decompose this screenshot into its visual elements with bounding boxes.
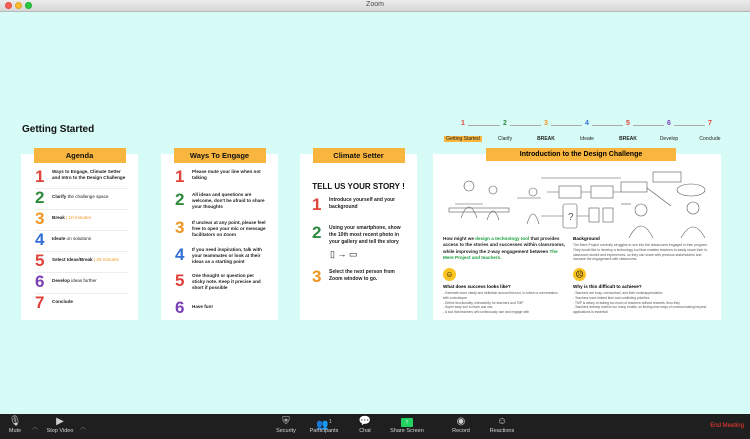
design-challenge-panel <box>433 151 721 320</box>
success-item: - Generate more clarity and definition around this tool, to inform a conversation with a developer <box>443 291 558 300</box>
item-text: If unclear at any point, please feel free to open your mic or message facilitators on Zoom <box>192 220 266 238</box>
item-detail: ideas further <box>69 278 97 283</box>
item-text: Develop <box>52 278 70 283</box>
item-number: 2 <box>175 190 185 209</box>
item-number: 4 <box>35 230 45 249</box>
item-number: 3 <box>312 267 322 286</box>
item-number: 4 <box>175 245 185 264</box>
engage-item <box>175 219 268 246</box>
item-text: Ways to Engage, Climate Setter and Intro to the Design Challenge <box>52 169 126 181</box>
climate-heading: TELL US YOUR STORY ! <box>312 182 405 191</box>
step-2 <box>483 120 527 145</box>
share-screen-button[interactable] <box>386 416 428 434</box>
video-options-chevron-icon[interactable]: ︿ <box>80 425 87 431</box>
step-6 <box>647 120 691 145</box>
step-progress <box>441 120 729 142</box>
step-number: 5 <box>623 120 633 127</box>
climate-setter-header: Climate Setter <box>313 148 405 163</box>
climate-item <box>312 268 407 292</box>
record-icon: ◉ <box>456 416 466 427</box>
agenda-item <box>35 210 128 231</box>
how-might-we-question <box>443 236 569 262</box>
step-label: Conclude <box>699 136 721 142</box>
video-camera-icon: ▶ <box>56 416 64 427</box>
agenda-item <box>35 294 128 315</box>
worried-emoji-icon: ☹ <box>573 268 586 281</box>
background-title: Background <box>573 236 600 241</box>
item-text: Select the next person from Zoom window to go. <box>329 269 395 282</box>
mute-label: Mute <box>8 428 22 434</box>
item-detail: the challenge space <box>66 194 109 199</box>
engage-item <box>175 246 268 272</box>
step-3 <box>524 120 568 145</box>
item-number: 1 <box>35 167 45 186</box>
item-number: 7 <box>35 293 45 312</box>
participants-icon: 👥$^1$ <box>316 419 332 431</box>
difficult-item: - TMP is weary of asking too much of teachers without rewards, thus they <box>573 300 680 305</box>
climate-setter-card <box>300 151 417 320</box>
step-number: 2 <box>500 120 510 127</box>
share-screen-icon: ↑ <box>386 416 428 428</box>
record-button[interactable] <box>448 416 474 434</box>
agenda-item <box>35 189 128 210</box>
item-text: Break <box>52 215 65 220</box>
item-text: If you need inspiration, talk with your teammates or look at their ideas as a starting point <box>192 247 262 265</box>
item-detail: | 20 minutes <box>92 257 119 262</box>
participants-label: Participants <box>309 428 339 434</box>
climate-list <box>312 196 407 292</box>
success-list <box>443 291 563 315</box>
item-number: 1 <box>175 167 185 186</box>
agenda-item <box>35 231 128 252</box>
success-item: - Super easy tool to learn and use <box>443 305 493 310</box>
agenda-item <box>35 168 128 189</box>
stop-video-label: Stop Video <box>46 428 74 434</box>
reactions-label: Reactions <box>489 428 515 434</box>
step-label: Ideate <box>580 136 594 142</box>
step-number: 6 <box>664 120 674 127</box>
reactions-icon: ☺ <box>496 416 508 427</box>
step-number: 4 <box>582 120 592 127</box>
ways-to-engage-card <box>161 151 278 320</box>
difficult-list <box>573 291 711 315</box>
engage-item <box>175 272 268 299</box>
shared-screen <box>0 12 750 414</box>
difficult-item: - Teachers are busy, overworked, and their underappreciation <box>573 291 663 295</box>
step-label: Clarify <box>497 136 513 142</box>
microphone-icon: 🎙 <box>8 416 22 427</box>
chat-label: Chat <box>359 428 371 434</box>
item-number: 5 <box>35 251 45 270</box>
item-text: Clarify <box>52 194 67 199</box>
agenda-header: Agenda <box>34 148 126 163</box>
item-text: One thought or question per sticky note. Keep it precise and short if possible <box>192 273 261 291</box>
shield-icon: ⛨ <box>282 416 290 427</box>
reactions-button[interactable] <box>486 416 518 434</box>
security-button[interactable] <box>272 416 300 434</box>
difficult-title: Why is this difficult to achieve? <box>573 284 642 289</box>
phone-to-photo-icon: ▯ → ▭ <box>330 249 358 259</box>
agenda-item <box>35 252 128 273</box>
chat-button[interactable] <box>354 416 376 434</box>
step-5 <box>606 120 650 145</box>
step-4 <box>565 120 609 145</box>
participants-count: 1 <box>328 419 332 425</box>
record-label: Record <box>452 428 470 434</box>
item-text: Introduce yourself and your background <box>329 197 396 210</box>
item-text: Select Ideas/Break <box>52 257 93 262</box>
step-label: BREAK <box>619 136 637 142</box>
item-number: 3 <box>35 209 45 228</box>
svg-text:?: ? <box>568 212 574 223</box>
difficult-item: - Teachers already receive too many emails, so finding new ways of communicating beyond applications is essential <box>573 305 707 315</box>
meeting-toolbar <box>0 414 750 439</box>
participants-button[interactable] <box>306 416 342 434</box>
design-challenge-header: Introduction to the Design Challenge <box>486 148 676 161</box>
question-middle: that provides access to the stories and successes within classrooms, while improving the 2-way engagement between <box>443 236 566 254</box>
step-7 <box>688 120 732 145</box>
background-text: The Mere Project currently struggles to see into the classrooms engaged in their program. They would like to develop a technology tool that enables teachers to easily share their in-classroom stories and experiences, so they can share with previous stakeholders and increase the engagement with classrooms. <box>573 243 708 262</box>
item-text: Conclude <box>52 299 73 304</box>
step-number: 1 <box>458 120 468 127</box>
item-text: Have fun! <box>192 304 213 309</box>
step-1 <box>441 120 485 145</box>
ways-to-engage-header: Ways To Engage <box>174 148 266 163</box>
question-highlight: design a technology tool <box>475 236 530 241</box>
success-item: - A tool that teachers will continuously use and engage with <box>443 310 530 315</box>
climate-item <box>312 196 407 224</box>
item-number: 1 <box>312 195 322 214</box>
item-text: Ideate <box>52 236 66 241</box>
item-number: 2 <box>35 188 45 207</box>
engage-item <box>175 299 268 319</box>
step-label: Develop <box>659 136 679 142</box>
success-item: - Define functionality, interactivity for teachers and TMP <box>443 300 524 305</box>
item-number: 6 <box>175 298 185 317</box>
step-number: 3 <box>541 120 551 127</box>
audio-options-chevron-icon[interactable]: ︿ <box>32 425 39 431</box>
item-text: Please mute your line when not talking <box>192 169 261 181</box>
item-detail: on solutions <box>65 236 92 241</box>
agenda-card <box>21 151 138 320</box>
storyboard-sketch <box>441 168 713 244</box>
climate-item <box>312 224 407 247</box>
smile-emoji-icon: ☺ <box>443 268 456 281</box>
item-number: 6 <box>35 272 45 291</box>
window-titlebar <box>0 0 750 12</box>
question-start: How might we <box>443 236 476 241</box>
stop-video-button[interactable] <box>42 416 78 434</box>
item-number: 5 <box>175 271 185 290</box>
difficult-item: - Teachers have limited time and conflicting priorities <box>573 295 650 300</box>
mute-button[interactable] <box>4 416 26 434</box>
end-meeting-button[interactable]: End Meeting <box>710 423 744 429</box>
engage-item <box>175 168 268 191</box>
item-text: Using your smartphone, show the 10th most recent photo in your gallery and tell the story <box>329 225 401 245</box>
step-number: 7 <box>705 120 715 127</box>
engage-list <box>175 168 268 319</box>
item-number: 3 <box>175 218 185 237</box>
share-screen-label: Share Screen <box>390 428 424 434</box>
security-label: Security <box>276 428 296 434</box>
item-text: All ideas and questions are welcome, don't be afraid to share your thoughts <box>192 192 265 210</box>
agenda-item <box>35 273 128 294</box>
step-label: BREAK <box>537 136 555 142</box>
item-number: 2 <box>312 223 322 242</box>
slide-title: Getting Started <box>22 124 95 135</box>
engage-item <box>175 191 268 219</box>
step-label: Getting Started <box>446 136 480 142</box>
success-title: What does success looks like? <box>443 284 511 289</box>
question-highlight: The Mere Project and teachers. <box>443 248 558 261</box>
item-detail: | 10 minutes <box>64 215 91 220</box>
chat-bubble-icon: 💬 <box>358 416 372 427</box>
agenda-list <box>35 168 128 315</box>
window-title: Zoom <box>366 1 384 8</box>
